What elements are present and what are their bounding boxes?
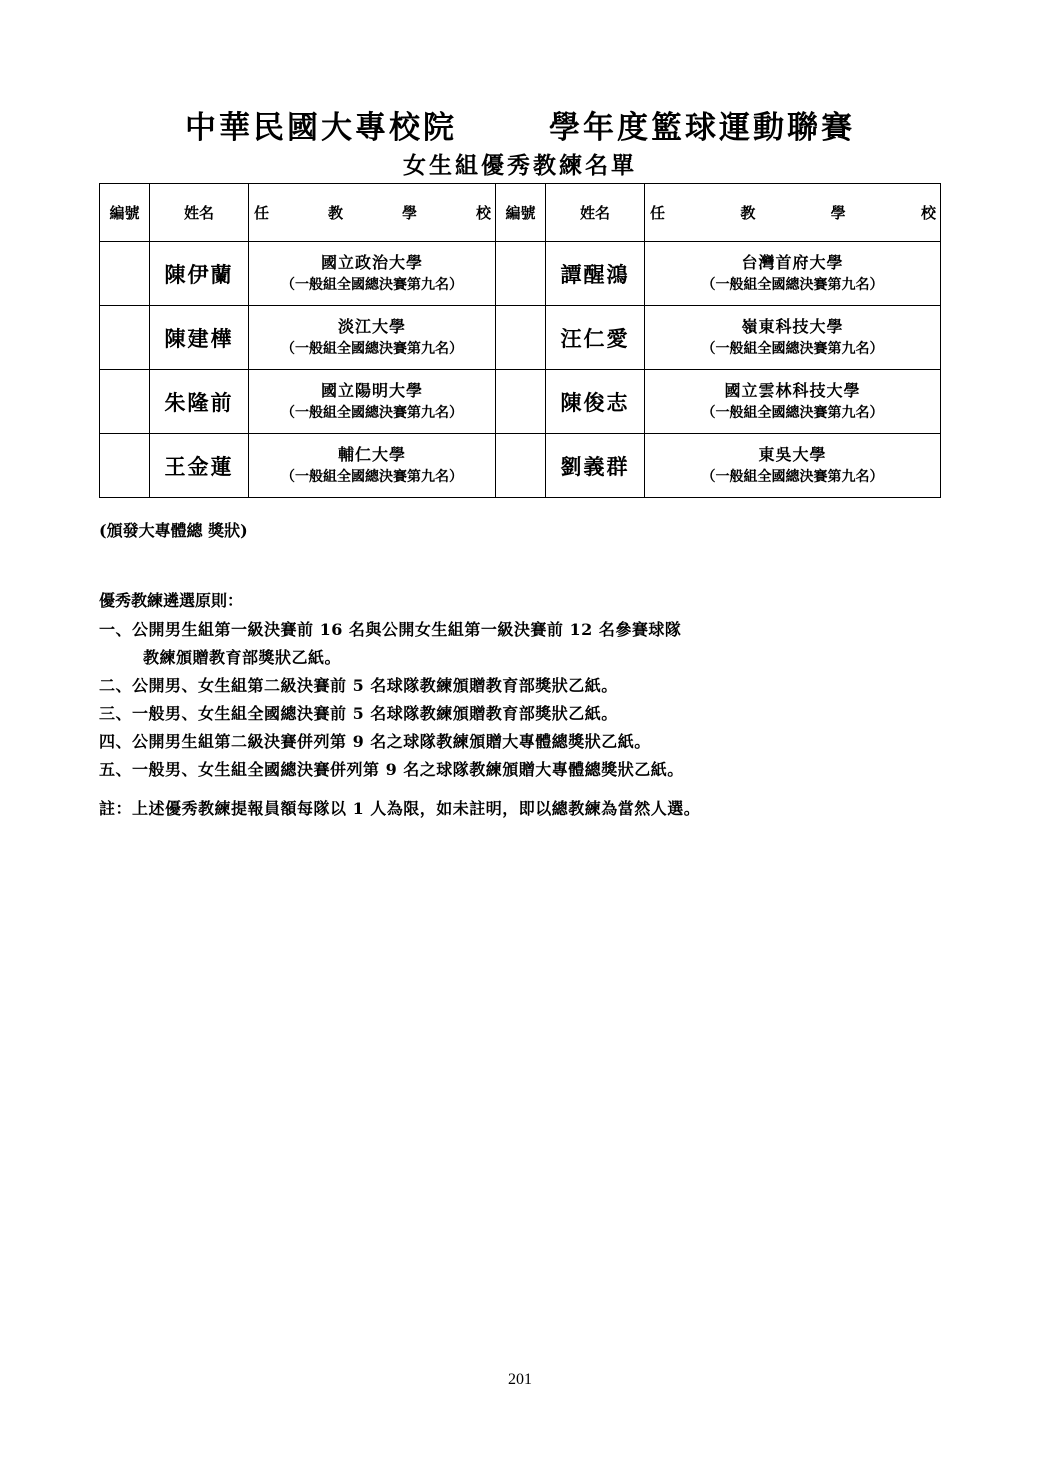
page-number: 201 bbox=[508, 1371, 532, 1388]
coach-school: 國立政治大學 （一般組全國總決賽第九名） bbox=[249, 242, 496, 306]
page-subtitle: 女生組優秀教練名單 bbox=[403, 152, 637, 179]
coach-name: 陳俊志 bbox=[546, 370, 645, 434]
table-row bbox=[100, 434, 941, 498]
coach-no bbox=[496, 242, 546, 306]
header-no: 編號 bbox=[100, 184, 150, 242]
table-row bbox=[100, 370, 941, 434]
header-name: 姓名 bbox=[546, 184, 645, 242]
rule-item: 一、公開男生組第一級決賽前 16 名與公開女生組第一級決賽前 12 名參賽球隊 bbox=[99, 620, 682, 639]
coach-name: 譚醒鴻 bbox=[546, 242, 645, 306]
header-no: 編號 bbox=[496, 184, 546, 242]
table-header-row bbox=[100, 184, 941, 242]
coach-school: 國立雲林科技大學 （一般組全國總決賽第九名） bbox=[645, 370, 941, 434]
rule-item: 三、一般男、女生組全國總決賽前 5 名球隊教練頒贈教育部獎狀乙紙。 bbox=[99, 704, 618, 723]
coach-name: 朱隆前 bbox=[150, 370, 249, 434]
rule-item: 五、一般男、女生組全國總決賽併列第 9 名之球隊教練頒贈大專體總獎狀乙紙。 bbox=[99, 760, 684, 779]
coach-school: 東吳大學 （一般組全國總決賽第九名） bbox=[645, 434, 941, 498]
coach-name: 劉義群 bbox=[546, 434, 645, 498]
coach-table bbox=[99, 183, 941, 498]
rule-item: 四、公開男生組第二級決賽併列第 9 名之球隊教練頒贈大專體總獎狀乙紙。 bbox=[99, 732, 651, 751]
award-note: (頒發大專體總 獎狀) bbox=[99, 521, 248, 540]
coach-no bbox=[100, 370, 150, 434]
coach-no bbox=[496, 434, 546, 498]
coach-no bbox=[100, 306, 150, 370]
coach-school: 國立陽明大學 （一般組全國總決賽第九名） bbox=[249, 370, 496, 434]
coach-name: 汪仁愛 bbox=[546, 306, 645, 370]
header-name: 姓名 bbox=[150, 184, 249, 242]
page-title bbox=[0, 102, 1040, 147]
coach-no bbox=[496, 306, 546, 370]
remark-note: 註：上述優秀教練提報員額每隊以 1 人為限，如未註明，即以總教練為當然人選。 bbox=[99, 799, 701, 818]
rules-title: 優秀教練遴選原則： bbox=[99, 591, 244, 610]
coach-school: 台灣首府大學 （一般組全國總決賽第九名） bbox=[645, 242, 941, 306]
header-school: 任 教 學 校 bbox=[645, 184, 941, 242]
coach-school: 嶺東科技大學 （一般組全國總決賽第九名） bbox=[645, 306, 941, 370]
coach-school: 淡江大學 （一般組全國總決賽第九名） bbox=[249, 306, 496, 370]
coach-no bbox=[496, 370, 546, 434]
coach-no bbox=[100, 434, 150, 498]
coach-name: 陳伊蘭 bbox=[150, 242, 249, 306]
coach-name: 王金蓮 bbox=[150, 434, 249, 498]
coach-name: 陳建樺 bbox=[150, 306, 249, 370]
rule-item: 二、公開男、女生組第二級決賽前 5 名球隊教練頒贈教育部獎狀乙紙。 bbox=[99, 676, 618, 695]
title-part2: 學年度籃球運動聯賽 bbox=[549, 110, 855, 146]
coach-no bbox=[100, 242, 150, 306]
coach-school: 輔仁大學 （一般組全國總決賽第九名） bbox=[249, 434, 496, 498]
rule-item-continuation: 教練頒贈教育部獎狀乙紙。 bbox=[143, 648, 342, 667]
header-school: 任 教 學 校 bbox=[249, 184, 496, 242]
table-row bbox=[100, 242, 941, 306]
table-row bbox=[100, 306, 941, 370]
title-part1: 中華民國大專校院 bbox=[185, 110, 457, 146]
